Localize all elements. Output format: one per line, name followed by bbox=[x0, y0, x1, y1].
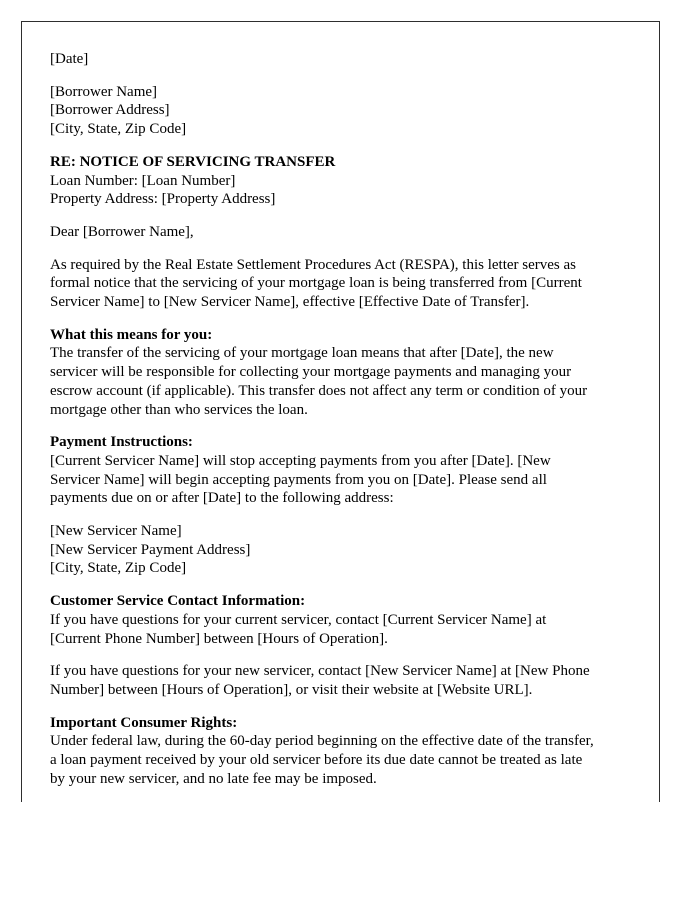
borrower-city-state-zip-line: [City, State, Zip Code] bbox=[50, 121, 187, 138]
consumer-rights-section bbox=[50, 714, 633, 789]
what-this-means-line: mortgage other than who services the loan. bbox=[50, 401, 308, 418]
new-servicer-city-state-zip-line: [City, State, Zip Code] bbox=[50, 560, 187, 577]
salutation-line: Dear [Borrower Name], bbox=[50, 223, 194, 240]
new-servicer-address-block bbox=[50, 522, 633, 578]
consumer-rights-line: Under federal law, during the 60-day period beginning on the effective date of the transfer, bbox=[50, 733, 594, 750]
intro-line: As required by the Real Estate Settlement Procedures Act (RESPA), this letter serves as bbox=[50, 256, 576, 273]
servicing-transfer-letter bbox=[22, 22, 659, 789]
loan-number-line: Loan Number: [Loan Number] bbox=[50, 172, 236, 189]
borrower-name-line: [Borrower Name] bbox=[50, 83, 158, 100]
new-servicer-contact-line: If you have questions for your new servicer, contact [New Servicer Name] at [New Phone bbox=[50, 663, 590, 680]
what-this-means-line: servicer will be responsible for collecting your mortgage payments and managing your bbox=[50, 364, 572, 381]
customer-service-heading: Customer Service Contact Information: bbox=[50, 593, 306, 610]
date-line: [Date] bbox=[50, 51, 89, 67]
date-block bbox=[50, 50, 633, 69]
letter-page-border bbox=[21, 21, 660, 802]
payment-instructions-heading: Payment Instructions: bbox=[50, 434, 193, 451]
subject-block bbox=[50, 153, 633, 209]
intro-line: Servicer Name] to [New Servicer Name], effective [Effective Date of Transfer]. bbox=[50, 294, 530, 311]
customer-service-section bbox=[50, 592, 633, 648]
consumer-rights-line: by your new servicer, and no late fee may be imposed. bbox=[50, 770, 377, 787]
borrower-address-line: [Borrower Address] bbox=[50, 102, 170, 119]
intro-paragraph bbox=[50, 256, 633, 312]
customer-service-line: [Current Phone Number] between [Hours of Operation]. bbox=[50, 630, 388, 647]
salutation-block bbox=[50, 223, 633, 242]
new-servicer-contact-line: Number] between [Hours of Operation], or visit their website at [Website URL]. bbox=[50, 681, 533, 698]
payment-instructions-line: payments due on or after [Date] to the following address: bbox=[50, 490, 394, 507]
consumer-rights-line: a loan payment received by your old servicer before its due date cannot be treated as late bbox=[50, 752, 583, 769]
what-this-means-section bbox=[50, 326, 633, 420]
payment-instructions-section bbox=[50, 433, 633, 508]
subject-heading: RE: NOTICE OF SERVICING TRANSFER bbox=[50, 153, 336, 170]
payment-instructions-line: Servicer Name] will begin accepting payments from you on [Date]. Please send all bbox=[50, 471, 547, 488]
new-servicer-payment-address-line: [New Servicer Payment Address] bbox=[50, 541, 251, 558]
payment-instructions-line: [Current Servicer Name] will stop accepting payments from you after [Date]. [New bbox=[50, 452, 551, 469]
new-servicer-contact-paragraph bbox=[50, 662, 633, 699]
customer-service-line: If you have questions for your current servicer, contact [Current Servicer Name] at bbox=[50, 611, 547, 628]
consumer-rights-heading: Important Consumer Rights: bbox=[50, 714, 238, 731]
what-this-means-line: The transfer of the servicing of your mortgage loan means that after [Date], the new bbox=[50, 345, 554, 362]
new-servicer-name-line: [New Servicer Name] bbox=[50, 523, 182, 540]
intro-line: formal notice that the servicing of your mortgage loan is being transferred from [Current bbox=[50, 275, 582, 292]
what-this-means-heading: What this means for you: bbox=[50, 326, 213, 343]
property-address-line: Property Address: [Property Address] bbox=[50, 191, 276, 208]
what-this-means-line: escrow account (if applicable). This transfer does not affect any term or condition of your bbox=[50, 382, 588, 399]
recipient-block bbox=[50, 83, 633, 139]
